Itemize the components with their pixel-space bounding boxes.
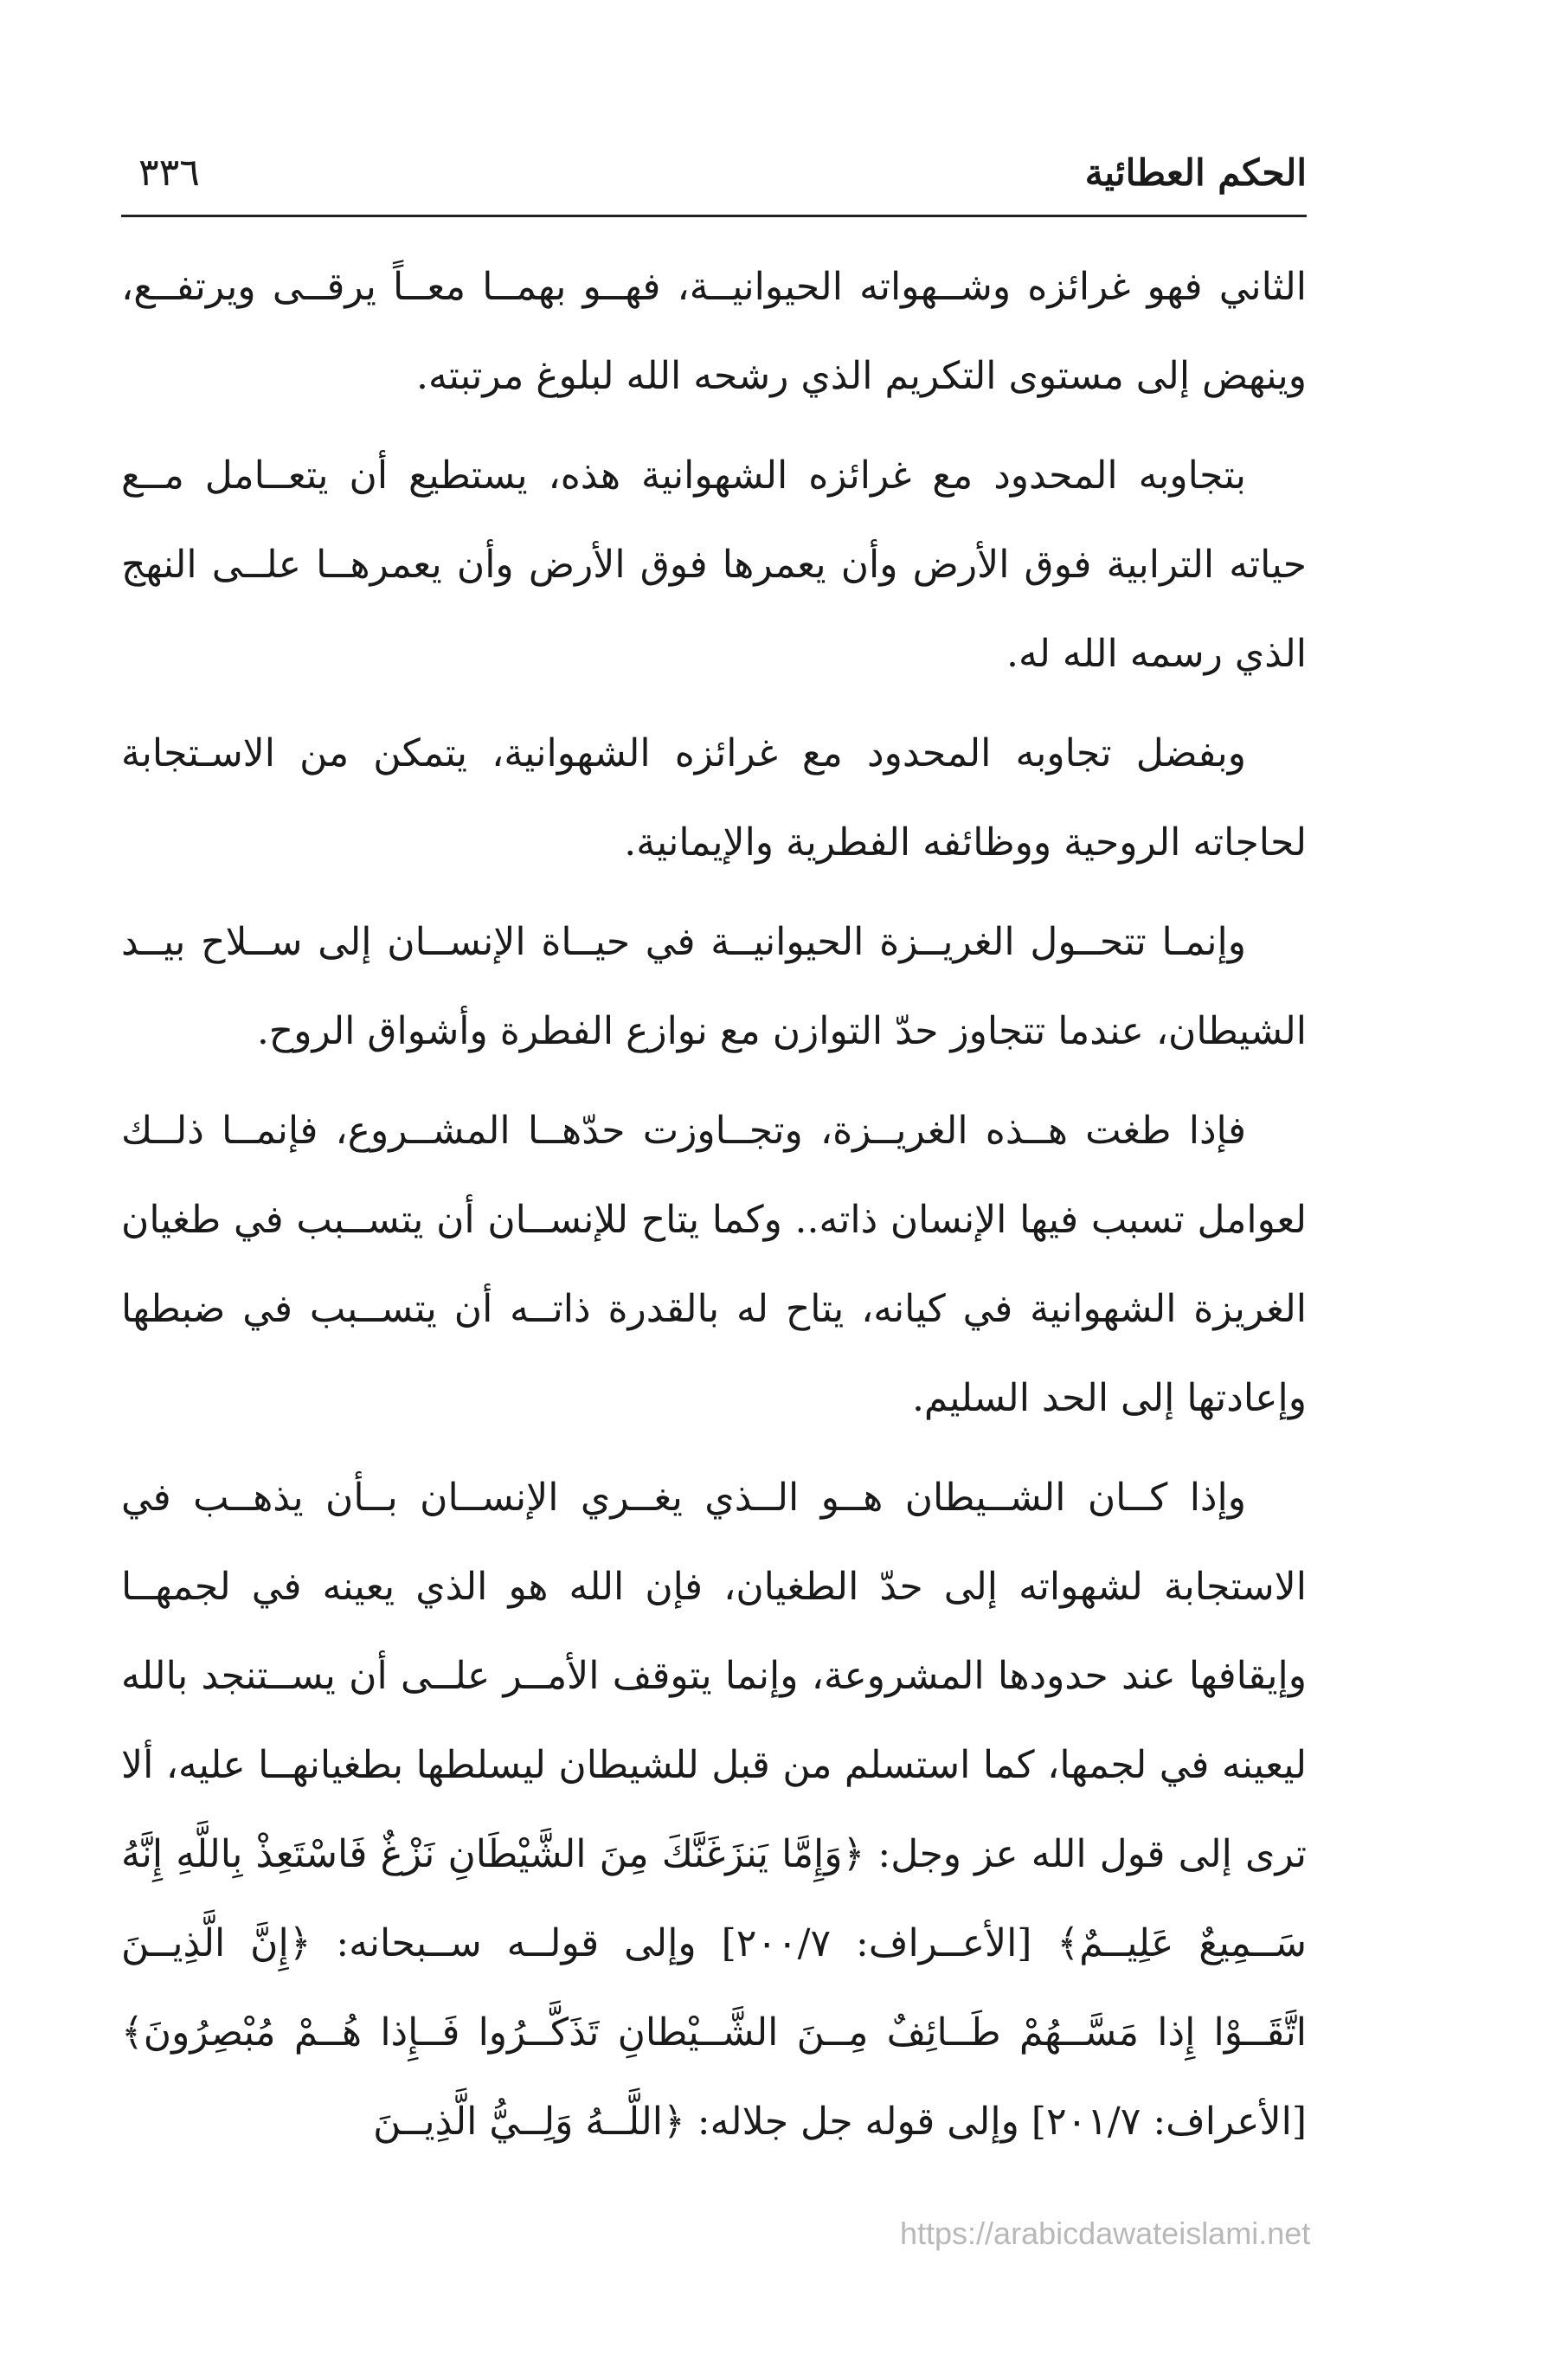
watermark-url: https://arabicdawateislami.net bbox=[900, 2216, 1311, 2251]
paragraph-5: فإذا طغت هــذه الغريــزة، وتجــاوزت حدّهــا المشــروع، فإنمــا ذلــك لعوامل تسبب فيها الإنسان ذاته.. وكما يتاح للإنســان أن يتســبب في طغيان الغريزة الشهوانية في كيانه، يتاح له بالقدرة ذاتــه أن يتســبب في ضبطها وإعادتها إلى الحد السليم. bbox=[121, 1109, 1307, 1420]
page-number: ٣٣٦ bbox=[138, 151, 200, 195]
paragraph-2: بتجاوبه المحدود مع غرائزه الشهوانية هذه، يستطيع أن يتعــامل مــع حياته الترابية فوق الأرض وأن يعمرها فوق الأرض وأن يعمرهــا علــى النهج الذي رسمه الله له. bbox=[121, 453, 1307, 676]
header-title: الحكم العطائية bbox=[1084, 151, 1307, 194]
running-header bbox=[121, 147, 1307, 208]
paragraph-1: الثاني فهو غرائزه وشــهواته الحيوانيــة، فهــو بهمــا معــاً يرقــى ويرتفــع، وينهض إلى مستوى التكريم الذي رشحه الله لبلوغ مرتبته. bbox=[121, 265, 1307, 398]
header-divider bbox=[121, 215, 1307, 217]
paragraph-4: وإنمـا تتحــول الغريــزة الحيوانيــة في حيــاة الإنســان إلى ســلاح بيــد الشيطان، عندما تتجاوز حدّ التوازن مع نوازع الفطرة وأشواق الروح. bbox=[121, 920, 1307, 1053]
body-text bbox=[121, 242, 1307, 2177]
paragraph-6: وإذا كــان الشــيطان هــو الــذي يغــري الإنســان بــأن يذهــب في الاستجابة لشهواته إلى حدّ الطغيان، فإن الله هو الذي يعينه في لجمهــا وإيقافها عند حدودها المشروعة، وإنما يتوقف الأمــر علــى أن يســتنجد بالله ليعينه في لجمها، كما استسلم من قبل للشيطان ليسلطها بطغيانهــا عليه، ألا ترى إلى قول الله عز وجل: ﴿وَإِمَّا يَنزَغَنَّكَ مِنَ الشَّيْطَانِ نَزْغٌ فَاسْتَعِذْ بِاللَّهِ إِنَّهُ سَــمِيعٌ عَلِيــمٌ﴾ [الأعــراف: ٢٠٠/٧] وإلى قولــه ســبحانه: ﴿إِنَّ الَّذِيــنَ اتَّقَــوْا إِذا مَسَّــهُمْ طَــائِفٌ مِــنَ الشَّــيْطانِ تَذَكَّــرُوا فَــإِذا هُــمْ مُبْصِرُونَ﴾ [الأعراف: ٢٠١/٧] وإلى قوله جل جلاله: ﴿اللَّــهُ وَلِــيُّ الَّذِيــنَ bbox=[121, 1476, 1308, 2144]
paragraph-3: وبفضل تجاوبه المحدود مع غرائزه الشهوانية، يتمكن من الاسـتجابة لحاجاته الروحية ووظائفه الفطرية والإيمانية. bbox=[121, 731, 1307, 865]
